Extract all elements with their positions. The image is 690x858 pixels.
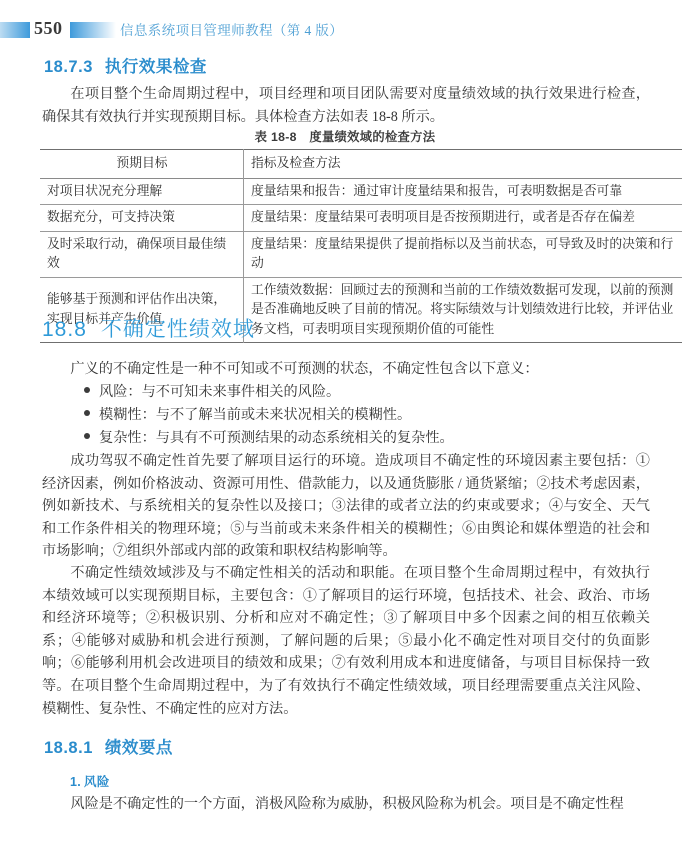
list-item-label: 模糊性：与不了解当前或未来状况相关的模糊性。 <box>99 407 412 423</box>
list-item <box>84 427 454 450</box>
paragraph-18-8-focus: 在项目整个生命周期过程中，为了有效执行不确定性绩效域，项目经理需要重点关注风险、模糊性、复杂性、不确定性的应对方法。 <box>42 678 650 717</box>
table-cell-method: 度量结果和报告：通过审计度量结果和报告，可表明数据是否可靠 <box>251 183 623 198</box>
table-row <box>40 205 682 232</box>
book-title: 信息系统项目管理师教程（第 4 版） <box>120 23 344 38</box>
heading-18-8-1 <box>44 734 173 758</box>
paragraph-18-8-activities: 不确定性绩效域涉及与不确定性相关的活动和职能。在项目整个生命周期过程中，有效执行本绩效域可以实现预期目标，主要包含：①了解项目的运行环境，包括技术、社会、政治、市场和经济环境等；②积极识别、分析和应对不确定性；③了解项目中多个因素之间的相互依赖关系；④能够对威胁和机会进行预测，了解问题的后果；⑤最小化不确定性对项目交付的负面影响；⑥能够利用机会改进项目的绩效和成果；⑦有效利用成本和进度储备，与项目目标保持一致等。 <box>42 565 650 694</box>
table-row <box>40 231 682 277</box>
paragraph-18-8-1-risk: 风险是不确定性的一个方面，消极风险称为威胁，积极风险称为机会。项目是不确定性程 <box>70 796 624 812</box>
paragraph-18-7-3: 在项目整个生命周期过程中，项目经理和项目团队需要对度量绩效域的执行效果进行检查，确保其有效执行并实现预期目标。具体检查方法如表 18-8 所示。 <box>42 86 650 125</box>
table-cell-method: 工作绩效数据：回顾过去的预测和当前的工作绩效数据可发现，以前的预测是否准确地反映了目前的情况。将实际绩效与计划绩效进行比较，并评估业务文档，可表明项目实现预期价值的可能性 <box>251 282 674 336</box>
table-header-cell-goal: 预期目标 <box>40 150 244 179</box>
paragraph-18-8-environment: 成功驾驭不确定性首先要了解项目运行的环境。造成项目不确定性的环境因素主要包括：①经济因素，例如价格波动、资源可用性、借款能力，以及通货膨胀 / 通货紧缩；②技术考虑因素，例如新技术、与系统相关的复杂性以及接口；③法律的或者立法的约束或要求；④与安全、天气和工作条件相关的物理环境；⑤与当前或未来条件相关的模糊性；⑥由舆论和媒体塑造的社会和市场影响；⑦组织外部或内部的政策和职权结构影响等。 <box>42 453 650 559</box>
header-accent-bar-left <box>0 22 30 38</box>
table-cell-goal: 对项目状况充分理解 <box>40 178 244 205</box>
header-accent-bar-right <box>70 22 116 38</box>
list-item <box>84 404 411 427</box>
running-head <box>0 18 690 44</box>
table-row <box>40 178 682 205</box>
list-item-label: 风险：与不可知未来事件相关的风险。 <box>99 384 341 400</box>
table-cell-method: 度量结果：度量结果提供了提前指标以及当前状态，可导致及时的决策和行动 <box>251 236 674 270</box>
heading-risk <box>70 772 110 790</box>
heading-risk-number: 1. <box>70 775 82 789</box>
table-18-8-head <box>40 150 682 179</box>
table-header-row <box>40 150 682 179</box>
page-number: 550 <box>34 18 63 38</box>
paragraph-18-8-intro: 广义的不确定性是一种不可知或不可预测的状态，不确定性包含以下意义： <box>70 361 539 377</box>
list-item-label: 复杂性：与具有不可预测结果的动态系统相关的复杂性。 <box>99 430 454 446</box>
bullet-dot-icon <box>84 410 90 416</box>
table-18-8-caption: 表 18-8 度量绩效域的检查方法 <box>254 130 436 144</box>
heading-risk-title: 风险 <box>84 775 110 789</box>
heading-18-8-1-title: 绩效要点 <box>104 739 173 757</box>
heading-18-7-3-number: 18.7.3 <box>44 58 93 76</box>
heading-18-7-3-title: 执行效果检查 <box>104 58 207 76</box>
bullet-dot-icon <box>84 387 90 393</box>
heading-18-7-3 <box>44 53 207 77</box>
heading-18-8 <box>42 313 255 343</box>
heading-18-8-number: 18.8 <box>42 318 87 341</box>
table-cell-goal: 能够基于预测和评估作出决策，实现目标并产生价值 <box>40 277 244 343</box>
bullet-dot-icon <box>84 433 90 439</box>
heading-18-8-title: 不确定性绩效域 <box>100 318 255 341</box>
table-cell-goal: 数据充分，可支持决策 <box>40 205 244 232</box>
list-item <box>84 381 340 404</box>
heading-18-8-1-number: 18.8.1 <box>44 739 93 757</box>
table-cell-goal: 及时采取行动，确保项目最佳绩效 <box>40 231 244 277</box>
table-header-cell-method: 指标及检查方法 <box>251 156 341 170</box>
table-cell-method: 度量结果：度量结果可表明项目是否按预期进行，或者是否存在偏差 <box>251 210 635 224</box>
